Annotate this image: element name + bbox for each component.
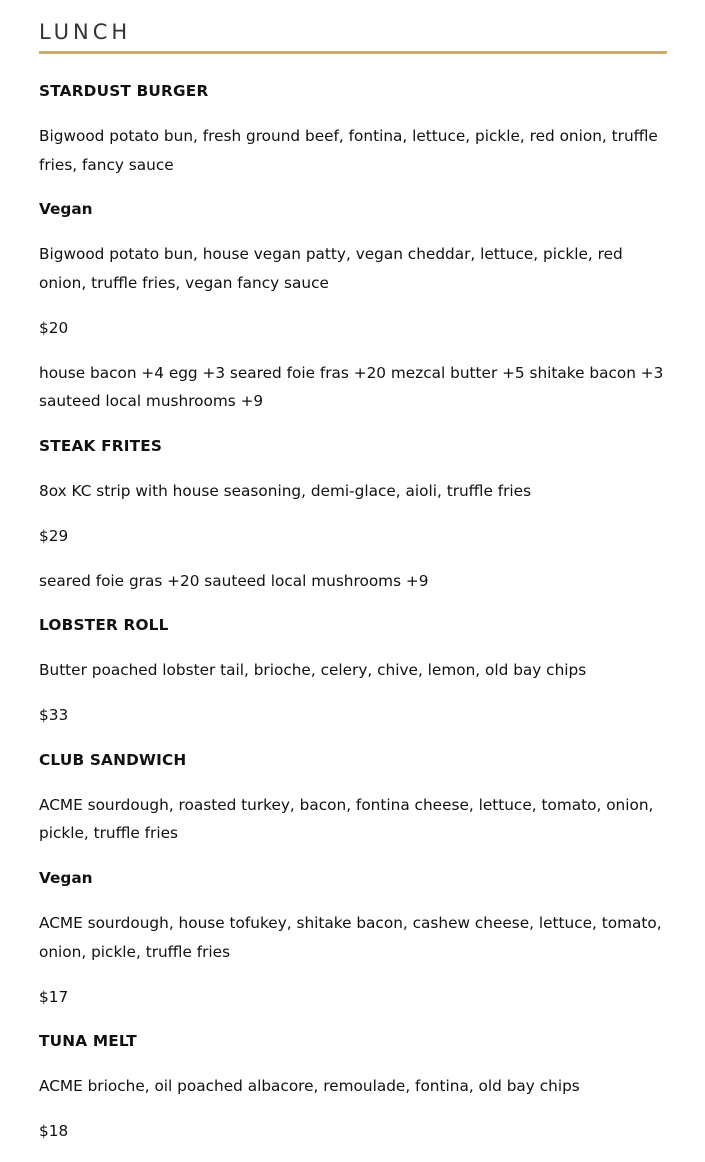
menu-item-description: ACME sourdough, roasted turkey, bacon, fontina cheese, lettuce, tomato, onion, pickle, truffle fries [39,795,654,843]
menu-item-description: 8ox KC strip with house seasoning, demi-glace, aioli, truffle fries [39,481,532,500]
menu-item-variant: Vegan [39,869,93,888]
menu-item-description: Butter poached lobster tail, brioche, celery, chive, lemon, old bay chips [39,661,587,680]
menu-item-price: $17 [39,987,69,1006]
menu-item-description: Bigwood potato bun, house vegan patty, vegan cheddar, lettuce, pickle, red onion, truffle fries, vegan fancy sauce [39,245,623,292]
menu-item-name: STEAK FRITES [39,437,163,456]
menu-items [39,77,667,1146]
menu-item-name: CLUB SANDWICH [39,750,187,769]
menu-item-name: STARDUST BURGER [39,82,209,100]
section-title: LUNCH [39,20,132,44]
menu-item-description: Bigwood potato bun, fresh ground beef, fontina, lettuce, pickle, red onion, truffle fries, fancy sauce [39,126,658,174]
menu-item-price: $18 [39,1121,69,1140]
section-divider [39,51,667,54]
menu-item-addons: house bacon +4 egg +3 seared foie fras +20 mezcal butter +5 shitake bacon +3 sauteed local mushrooms +9 [39,363,664,411]
menu-item-addons: seared foie gras +20 sauteed local mushrooms +9 [39,571,429,590]
menu-item-description: ACME brioche, oil poached albacore, remoulade, fontina, old bay chips [39,1077,580,1096]
menu-item-description: ACME sourdough, house tofukey, shitake bacon, cashew cheese, lettuce, tomato, onion, pickle, truffle fries [39,913,662,961]
menu-item-name: TUNA MELT [39,1032,137,1051]
menu-item-variant: Vegan [39,200,93,219]
menu-item-name: LOBSTER ROLL [39,616,169,635]
menu-item-price: $20 [39,318,69,337]
menu-page [39,0,667,1162]
menu-item-price: $33 [39,705,69,724]
menu-item-price: $29 [39,526,69,545]
